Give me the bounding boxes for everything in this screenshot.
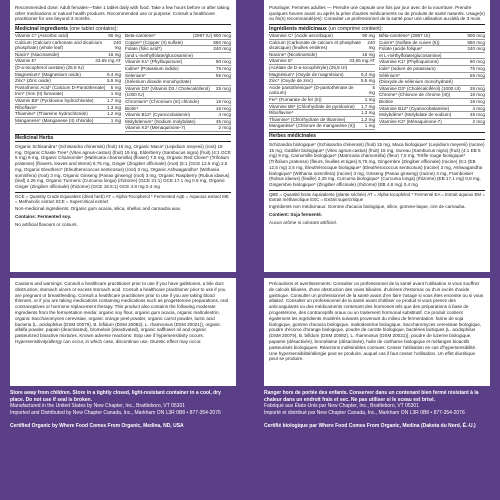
ingredient-name: et L-méthylfolate/glucosamine) bbox=[379, 52, 442, 58]
ingredient-row bbox=[269, 40, 375, 52]
ingredient-amount: 16 mcg bbox=[215, 99, 231, 105]
ingredient-row bbox=[125, 112, 231, 119]
ingredient-row bbox=[269, 110, 375, 117]
ingredient-name: Vitamine C* (Acide ascorbique) bbox=[269, 33, 333, 39]
ingredient-row bbox=[379, 73, 485, 80]
ingredient-row bbox=[269, 52, 375, 59]
ingredient-name: Vitamin D3* (Vitamin D3 / Cholecalciferol) bbox=[125, 85, 210, 91]
recommended-use: Posologie: Femmes adultes — Prendre une capsule une fois par jour avec de la nourriture. Prendre quelques heures avant ou après la prise d'autres médicaments ou de produits de santé naturels. Usage(s) ou fin(s) recommandé(es): Consulter un professionnel de la santé pour une utilisation au-delà de 3 mois. bbox=[269, 5, 485, 22]
english-cautions-sheet bbox=[10, 278, 236, 386]
ingredient-table bbox=[15, 33, 231, 132]
ingredient-row bbox=[269, 117, 375, 124]
panel-divider bbox=[242, 0, 258, 500]
ingredient-row bbox=[15, 85, 121, 92]
english-ingredients-sheet bbox=[10, 0, 236, 272]
ingredient-amount: 1,7 mg bbox=[360, 103, 375, 109]
ingredient-row bbox=[15, 118, 121, 125]
ingredient-amount: 2 mcg bbox=[218, 125, 231, 131]
non-medicinal: Ingrédients non médicinaux: Gomme d'acacia biologique, silice, gomme-laque, cire de carnauba. bbox=[269, 204, 466, 210]
ingredient-amount: 6.4 mg bbox=[106, 71, 121, 77]
ingredient-name: Vitamin C* (Ascorbic acid) bbox=[15, 33, 69, 39]
ingredient-amount: 55 mcg bbox=[469, 72, 485, 78]
ingredient-name: Iode* (Iodure de potassium) bbox=[379, 66, 436, 72]
french-storage-info bbox=[264, 390, 490, 430]
ingredient-name: Manganèse* (Chlorure de manganèse (II)) bbox=[269, 123, 356, 129]
ingredient-amount: 900 mcg bbox=[467, 33, 485, 39]
recommended-use: Recommended dose: Adult females—Take 1 tablet daily with food. Take a few hours before or after taking other medications or natural health products. Recommended use or purpose: Consult a healthcare practitioner for use beyond 3 months. bbox=[15, 5, 230, 22]
ingredient-row bbox=[269, 72, 375, 79]
ingredient-amount: 1.2 mg bbox=[106, 111, 121, 117]
ingredient-name: Acide pantothénique* (D-pantothénate de calcium) bbox=[269, 84, 354, 96]
ingredient-row bbox=[269, 33, 375, 40]
ingredient-row bbox=[15, 78, 121, 85]
manufactured-text: Manufactured in the United States by New Chapter, Inc., Brattleboro, VT 05301 bbox=[10, 403, 186, 410]
french-cautions-sheet bbox=[264, 278, 490, 386]
ingredient-amount: 25 mcg bbox=[469, 85, 485, 91]
ingredient-row bbox=[269, 85, 375, 97]
ingredient-amount: 75 mcg bbox=[469, 66, 485, 72]
ingredient-row bbox=[379, 106, 485, 113]
ingredient-amount: 240 mcg bbox=[213, 46, 231, 52]
ingredient-amount: 1 mg bbox=[110, 91, 121, 97]
ingredient-row bbox=[15, 52, 121, 59]
ingredient-name: Magnésium* (Oxyde de magnésium) bbox=[269, 71, 344, 77]
ingredient-name: Vitamin K2* (Menaquinone-7) bbox=[125, 125, 186, 131]
ingredient-name: Thiamine* (Thiamine hydrochloride) bbox=[15, 111, 88, 117]
ingredient-name: Riboflavin* bbox=[15, 104, 37, 110]
contains: Contains: Fermented soy. bbox=[15, 214, 72, 220]
ingredient-name: Thiamine* (Chlorhydrate de thiamine) bbox=[269, 116, 346, 122]
ingredient-amount: 16 mg bbox=[108, 51, 121, 57]
ingredient-name: Beta-carotene* bbox=[125, 33, 156, 39]
ingredient-name: Pantothenic Acid* (Calcium D-Pantothenate) bbox=[15, 84, 106, 90]
ingredient-amount: 550 mcg bbox=[467, 39, 485, 45]
ingredient-amount: 55 mcg bbox=[215, 72, 231, 78]
manufactured-text: Fabriqué aux États-Unis par New Chapter, Inc., Brattleboro, VT 05301 bbox=[264, 403, 419, 410]
ingredient-amount: 240 mg bbox=[113, 39, 121, 51]
ingredient-name: Vitamine K1* (Phylloquinone) bbox=[379, 59, 439, 65]
ingredient-row bbox=[379, 53, 485, 60]
ingredient-name: Vitamine B12* (Cyanocobalamine) bbox=[379, 105, 450, 111]
ingredient-name: Vitamine K2* (Ménaquinone-7) bbox=[379, 118, 442, 124]
ingredient-amount bbox=[118, 65, 121, 71]
ingredient-column bbox=[15, 33, 121, 132]
ingredient-name: Calcium (Calcium carbonate and dicalcium phosphate) (whole leaf) bbox=[15, 39, 103, 51]
ingredient-name: Vitamin B12* (Cyanocobalamin) bbox=[125, 112, 191, 118]
ingredient-name: Vitamine E* bbox=[269, 58, 293, 64]
ingredient-amount bbox=[228, 79, 231, 85]
ingredient-row bbox=[15, 72, 121, 79]
ingredient-name: Iron* (Iron (II) fumarate) bbox=[15, 91, 64, 97]
ingredient-name: Biotin* bbox=[125, 105, 139, 111]
ingredient-name: Niacine* (Nicotinamide) bbox=[269, 51, 317, 57]
ingredient-row bbox=[125, 40, 231, 47]
ingredient-name: Riboflavine* bbox=[269, 110, 294, 116]
ingredient-name: Vitamine D3* (Cholécalciférol) (1000 UI) bbox=[379, 85, 461, 91]
ingredient-amount bbox=[482, 79, 485, 85]
ingredient-name: (1000 IU) bbox=[125, 92, 145, 98]
ingredient-name: Cuivre* (Sulfate de cuivre (II)) bbox=[379, 39, 440, 45]
ingredient-row bbox=[125, 106, 231, 113]
ingredient-name: Niacin* (Niacinamide) bbox=[15, 51, 60, 57]
ingredient-name: (D-a-tocopherol acetate) (25.8 IU) bbox=[15, 65, 84, 71]
ingredient-amount: 16 mg bbox=[362, 51, 375, 57]
ingredient-row bbox=[379, 33, 485, 40]
herbs-text: Schizandra biologique* (Schisandra chinensis) (fruit) 15 mg, Maca biologique* (Lepidium meyenii) (racine) 15 mg, Gattilier biologique* (Vitex agnus-castus) (fruit) 15 mg, Sureau (Sambucus nigra) (fruit) (4:1 EB 5 mg) 9 mg, Camomille biologique* (Matricaria chamomilla) (fleur) 7,5 mg, Trèfle rouge biologique* (Trifolium pratense) (fleurs, feuilles et tiges) 6,75 mg, Gingembre (Zingiber officinale) (racine) (5:1 (EB 12,5 mg) 2,5 mg, Éleuthérocoque biologique* (Eleutherococcus senticosus) (racine) 3 mg, Ashwagandha biologique* (Withania somnifera) (racine) 3 mg, Ginseng (Panax ginseng) (racine) 3 mg, Framboisier (Rubus idaeus) (feuille) 2,25 mg, Curcuma biologique* (Curcuma longa) (rhizome) (EB 17,1 mg) 0,8 mg, Gingembre biologique* (Zingiber officinale) (rhizome) (EB 4,8 mg) 0,4 mg bbox=[269, 142, 485, 187]
ingredient-amount: 90 mcg bbox=[469, 59, 485, 65]
no-artificial: Aucun arôme ni colorant artificiel. bbox=[269, 219, 337, 225]
ingredient-name: Magnesium* (Magnesium oxide) bbox=[15, 71, 81, 77]
ingredient-row bbox=[269, 104, 375, 111]
ingredient-amount: 1 mg bbox=[364, 123, 375, 129]
ingredient-name: Sélénium* bbox=[379, 72, 400, 78]
ingredient-row bbox=[125, 125, 231, 132]
ingredient-amount: 5 mg bbox=[110, 84, 121, 90]
ingredient-name: Biotine bbox=[379, 99, 394, 105]
ingredient-row bbox=[269, 58, 375, 65]
ingredient-name: Fer* (Fumarate de fer (II)) bbox=[269, 97, 322, 103]
ingredient-row bbox=[379, 92, 485, 99]
ingredient-amount: 6,4 mg bbox=[360, 71, 375, 77]
ingredient-amount: 1.7 mg bbox=[106, 98, 121, 104]
ingredient-table bbox=[269, 33, 485, 130]
ingredient-column bbox=[379, 33, 485, 130]
ingredient-row bbox=[125, 66, 231, 73]
herbs-heading: Herbes médicinales bbox=[269, 132, 485, 140]
ingredient-row bbox=[379, 119, 485, 126]
ingredient-name: (and L-methylfolate/glucosamine) bbox=[125, 52, 193, 58]
no-artificial: No artificial flavours or colours. bbox=[15, 221, 78, 227]
ingredient-name: (Selenium dioxide monohydrate) bbox=[125, 79, 192, 85]
ingredient-row bbox=[125, 33, 231, 40]
ingredient-row bbox=[379, 79, 485, 86]
ingredient-amount bbox=[482, 53, 485, 59]
ingredient-row bbox=[15, 98, 121, 105]
ingredient-column bbox=[125, 33, 231, 132]
imported-text: Imported and Distributed by New Chapter Canada, Inc., Markham ON L3R 0B8 • 877-354-2076 bbox=[10, 409, 221, 416]
english-storage-info bbox=[10, 390, 236, 430]
storage-text: Store away from children. Store in a tightly closed, light-resistant container in a cool, dry place. Do not use if seal is broken. bbox=[10, 390, 221, 403]
ingredient-row bbox=[125, 46, 231, 53]
ingredient-row bbox=[15, 58, 121, 65]
ingredient-name: Calcium (Carbonate de calcium et phosphate dicalcique) (feuilles entières) bbox=[269, 39, 361, 51]
contains: Contient: Soja fermenté. bbox=[269, 212, 323, 218]
ingredient-name: Chromium* (Chromium (III) chloride) bbox=[125, 99, 200, 105]
legend: QBE = Quantité brute équivalente (plante séchée) AT = Alpha-tocophérol * Fermenté EA = Extrait aqueux EM = Extrait méthanolique ESC = Extrait supercritique bbox=[269, 191, 485, 203]
ingredient-amount: 90 mg bbox=[362, 33, 375, 39]
ingredient-name: Zinc* (Zinc oxide) bbox=[15, 78, 51, 84]
ingredient-row bbox=[15, 65, 121, 72]
ingredient-amount: (2997 IU) 900 mcg bbox=[192, 33, 231, 39]
ingredient-row bbox=[15, 105, 121, 112]
english-label-panel bbox=[4, 0, 242, 500]
ingredient-row bbox=[379, 40, 485, 47]
ingredient-name: (Dioxyde de sélénium monohydraté) bbox=[379, 79, 453, 85]
ingredient-amount: 90 mcg bbox=[215, 59, 231, 65]
ingredient-row bbox=[269, 123, 375, 130]
ingredient-row bbox=[125, 92, 231, 99]
ingredient-row bbox=[269, 78, 375, 85]
ingredient-amount: 1,3 mg bbox=[360, 110, 375, 116]
ingredient-row bbox=[379, 46, 485, 53]
ingredient-row bbox=[125, 79, 231, 86]
herbs-heading: Medicinal Herbs bbox=[15, 134, 231, 142]
ingredient-row bbox=[15, 111, 121, 118]
ingredient-row bbox=[269, 65, 375, 72]
ingredient-amount: 240 mcg bbox=[467, 46, 485, 52]
ingredient-amount: 1 mg bbox=[364, 97, 375, 103]
french-label-panel bbox=[258, 0, 496, 500]
ingredient-amount: 240 mg bbox=[367, 39, 375, 51]
ingredient-name: Vitamin B6* (Pyridoxine hydrochloride) bbox=[15, 98, 94, 104]
ingredient-name: Folate (acide folique* bbox=[379, 46, 423, 52]
ingredient-row bbox=[379, 112, 485, 119]
ingredient-row bbox=[379, 59, 485, 66]
ingredient-amount: 75 mcg bbox=[215, 66, 231, 72]
certification-text: Certified Organic by Where Food Comes From Organic, Medina, ND, USA bbox=[10, 423, 184, 430]
medicinal-ingredients-heading: Ingrédients médicinaux (un comprimé contient): bbox=[269, 24, 485, 33]
ingredient-row bbox=[125, 73, 231, 80]
ingredient-amount: 25 mcg bbox=[215, 85, 231, 91]
ingredient-row bbox=[15, 33, 121, 40]
ingredient-amount: 33,65 mg AT bbox=[349, 58, 375, 64]
ingredient-row bbox=[125, 53, 231, 60]
ingredient-name: Molybdène* (Molybdate de sodium) bbox=[379, 112, 452, 118]
ingredient-row bbox=[15, 91, 121, 98]
legend: GCE = Quantity Crude Equivalent (dried herb) AT = Alpha-Tocopherol * Fermented AqE = Aqueous extract ME = Methanolic extract SCE = Supercritical extract bbox=[15, 192, 231, 205]
cautions-text: Cautions and warnings: Consult a healthcare practitioner prior to use if you have gallstones, a bile duct obstruction, stomach ulcers or excess stomach acid. Consult a healthcare practitioner prior to use if you are pregnant or breastfeeding. Consult a healthcare practitioner prior to use if you are taking blood thinners, or if you are taking medications containing medications such as progesterone preparations, oral contraceptives or hormone replacement therapy. This product also contains the following moderate ingredients from the fermentation media: organic soy flour, organic gum acacia, organic maltodextrin, organic Saccharomyces cerevisiae, organic orange peel powder, organic carrot powder, lactic acid bacteria (L. acidophilus (DSM 20079), B. bifidum (DSM 20082), L. rhamnosus (DSM 20021)), organic alfalfa powder, papain (deactivated), bromelain (deactivated), organic safflower oil and organic pasteurized bioactive mixtures. Known adverse reactions: Stop use if hypersensitivity occurs. Hypersensitivity/allergy can occur, in which case, discontinue use. Diuretic effect may occur. bbox=[15, 281, 228, 344]
ingredient-row bbox=[125, 86, 231, 93]
ingredient-name: Chrome* (Chlorure de chrome (III)) bbox=[379, 92, 451, 98]
ingredient-row bbox=[125, 59, 231, 66]
ingredient-row bbox=[379, 86, 485, 93]
ingredient-amount: 4 mcg bbox=[218, 112, 231, 118]
ingredient-amount: 5 mg bbox=[368, 84, 375, 96]
ingredient-amount: 2 mcg bbox=[472, 118, 485, 124]
ingredient-name: Vitamin K1* (Phylloquinone) bbox=[125, 59, 183, 65]
ingredient-amount: 4 mcg bbox=[472, 105, 485, 111]
ingredient-amount: 16 mcg bbox=[469, 99, 485, 105]
ingredient-amount: 1,2 mg bbox=[360, 116, 375, 122]
ingredient-row bbox=[269, 97, 375, 104]
ingredient-amount: 90 mg bbox=[108, 33, 121, 39]
ingredient-amount bbox=[228, 92, 231, 98]
ingredient-amount: 33.65 mg AT bbox=[95, 58, 121, 64]
storage-text: Ranger hors de portée des enfants. Conserver dans un contenant bien fermé résistant à la chaleur dans un endroit frais et sec. Ne pas utiliser si le sceau est brisé. bbox=[264, 390, 479, 403]
french-ingredients-sheet bbox=[264, 0, 490, 272]
ingredient-name: Manganese* (Manganese (II) chloride) bbox=[15, 117, 94, 123]
ingredient-column bbox=[269, 33, 375, 130]
ingredient-name: Selenium* bbox=[125, 72, 146, 78]
ingredient-name: (Acétate de D-a-tocophéryle) (25,8 UI) bbox=[269, 65, 348, 71]
ingredient-amount bbox=[228, 53, 231, 59]
ingredient-amount: 16 mcg bbox=[469, 92, 485, 98]
ingredient-amount: 16 mcg bbox=[215, 105, 231, 111]
ingredient-name: Bêta-carotène* (2997 UI) bbox=[379, 33, 431, 39]
ingredient-amount: 550 mcg bbox=[213, 39, 231, 45]
ingredient-row bbox=[125, 99, 231, 106]
ingredient-name: Vitamine B6* (Chlorhydrate de pyridoxine) bbox=[269, 103, 355, 109]
ingredient-amount: 5.5 mg bbox=[106, 78, 121, 84]
medicinal-ingredients-heading: Medicinal ingredients (one tablet contains): bbox=[15, 24, 231, 33]
ingredient-amount: 1.3 mg bbox=[106, 104, 121, 110]
ingredient-name: Iodine* (Potassium iodide) bbox=[125, 66, 179, 72]
ingredient-name: Copper* (Copper (II) sulfate) bbox=[125, 39, 183, 45]
ingredient-row bbox=[125, 119, 231, 126]
ingredient-amount: 45 mcg bbox=[469, 112, 485, 118]
herbs-text: Organic Schisandra* (Schisandra chinensis) (fruit) 15 mg, Organic Maca* (Lepidium meyenii) (root) 15 mg, Organic Chaste Tree* (Vitex agnus-castus) (fruit) 15 mg, Elderberry (Sambucus nigra) (fruit) (4:1 GCE 5 mg) 9 mg, Organic Chamomile* (Matricaria chamomilla) (flower) 7.5 mg, Organic Red Clover* (Trifolium pratense) (flowers, leaves and stems) 6.75 mg, Ginger (Zingiber officinale) (root) (5:1 (GCE 12.5 mg) 2.5 mg, Organic Eleuthero* (Eleutherococcus senticosus) (root) 3 mg, Organic Ashwagandha* (Withania somnifera) (root) 3 mg, Organic Ginseng (Panax ginseng) (root) 3 mg, Organic Raspberry (Rubus idaeus) (leaf) 2.25 mg, Organic Turmeric (Curcuma longa) (rhizome) (GCE 21:1) GCE 17.1 mg 0.8 mg, Organic Ginger (Zingiber officinale) (rhizome) (GCE 18.5:1) GCE 4.8 mg 0.4 mg bbox=[15, 144, 231, 189]
cautions-text: Précautions et avertissements: Consulter un professionnel de la santé avant l'utilisation si vous souffrez de calculs biliaires, d'une obstruction des voies biliaires, d'ulcères d'estomac ou d'un excès d'acide gastrique. Consulter un professionnel de la santé avant d'en faire l'usage si vous êtes enceinte ou si vous allaitez. Consulter un professionnel de la santé avant d'utiliser ce produit si vous prenez des anticoagulants ou des médicaments contenant des hormones tels que des préparations à base de progestérone, des contraceptifs oraux ou un traitement hormonal substitutif. Ce produit contient également les ingrédients modérés suivants provenant du milieu de fermentation: farine de soja biologique, gomme d'acacia biologique, maltodextrine biologique, Saccharomyces cerevisiae biologique, poudre d'écorce d'orange biologique, poudre de carotte biologique, bactéries lactiques (L. acidophilus (DSM 20079), B. bifidum (DSM 20082), L. rhamnosus (DSM 20021)), poudre de luzerne biologique, papaïne (désactivée), bromélaïne (désactivée), huile de carthame biologique et mélanges bioactifs pasteurisés biologiques. Réactions indésirables connues: Cesser l'utilisation en cas d'hypersensibilité. Une hypersensibilité/allergie peut se produire, auquel cas il faut cesser l'utilisation. Un effet diurétique peut se produire. bbox=[269, 281, 484, 362]
ingredient-row bbox=[379, 99, 485, 106]
ingredient-name: Molybdenum* (Sodium molybdate) bbox=[125, 118, 196, 124]
ingredient-row bbox=[379, 66, 485, 73]
imported-text: Importé et distribué par New Chapter Canada, Inc., Markham ON L3R 0B8 • 877-354-2076 bbox=[264, 409, 465, 416]
ingredient-amount: 45 mcg bbox=[215, 118, 231, 124]
ingredient-row bbox=[15, 40, 121, 52]
ingredient-amount bbox=[372, 65, 375, 71]
ingredient-amount: 5,5 mg bbox=[360, 78, 375, 84]
non-medicinal: Non-medicinal ingredients: Organic gum acacia, silica, shellac and carnauba wax. bbox=[15, 206, 182, 212]
ingredient-amount: 1 mg bbox=[110, 117, 121, 123]
ingredient-name: Vitamin E* bbox=[15, 58, 37, 64]
ingredient-name: Zinc* (Oxyde de zinc) bbox=[269, 78, 313, 84]
certification-text: Certifié biologique par Where Food Comes From Organic, Medina (Dakota du Nord, É.-U.) bbox=[264, 423, 476, 430]
ingredient-name: Folate (folic acid*) bbox=[125, 46, 162, 52]
